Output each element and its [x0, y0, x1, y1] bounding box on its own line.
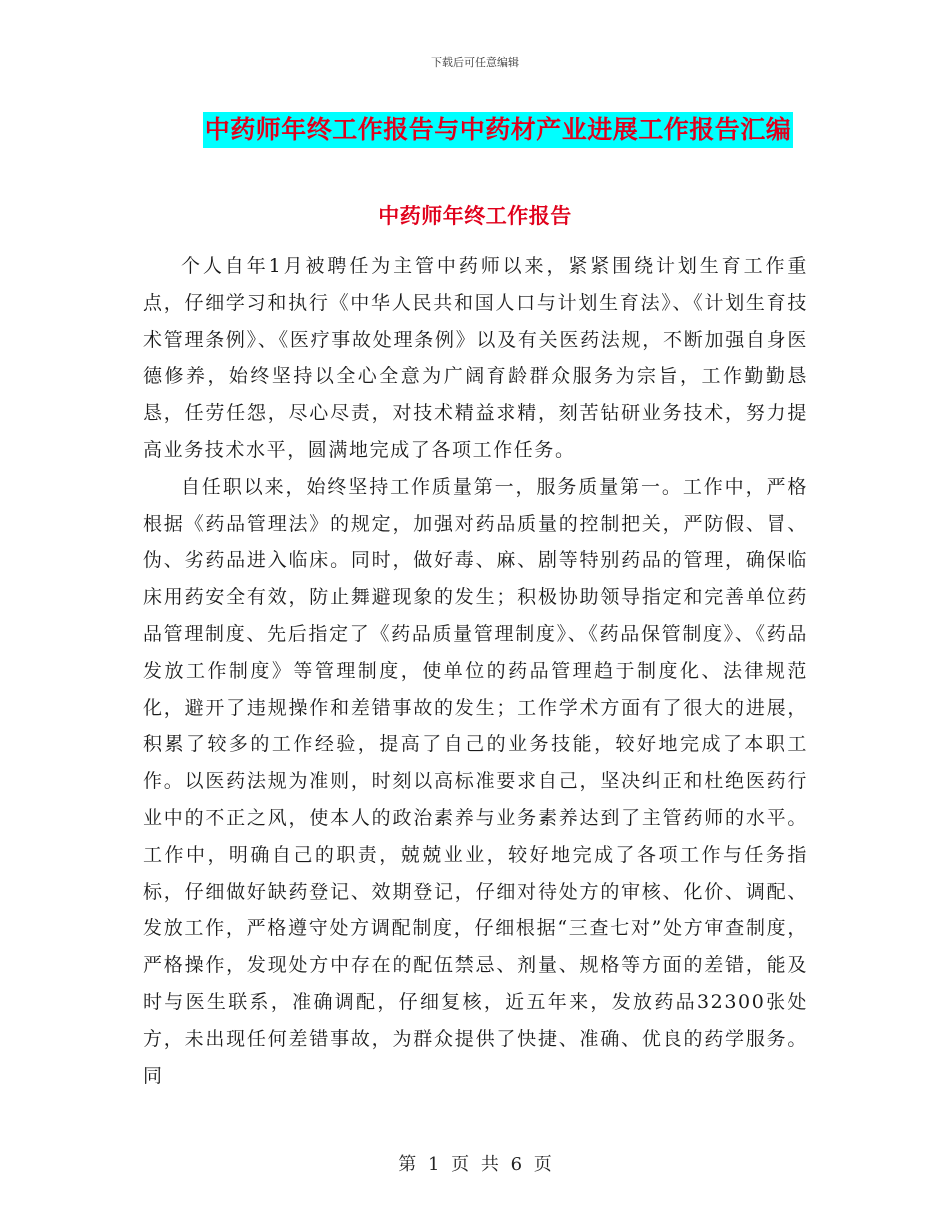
body-paragraph-1: 个人自年1月被聘任为主管中药师以来，紧紧围绕计划生育工作重点，仔细学习和执行《中华人民共和国人口与计划生育法》、《计划生育技术管理条例》、《医疗事故处理条例》以及有关医药法规，不断加强自身医德修养，始终坚持以全心全意为广阔育龄群众服务为宗旨，工作勤勤恳恳，任劳任怨，尽心尽责，对技术精益求精，刻苦钻研业务技术，努力提高业务技术水平，圆满地完成了各项工作任务。 — [143, 255, 808, 461]
document-body — [143, 248, 808, 1094]
main-title-container — [0, 112, 950, 148]
section-title: 中药师年终工作报告 — [378, 204, 572, 228]
body-paragraph-2: 自任职以来，始终坚持工作质量第一，服务质量第一。工作中，严格根据《药品管理法》的规定，加强对药品质量的控制把关，严防假、冒、伪、劣药品进入临床。同时，做好毒、麻、剧等特别药品的管理，确保临床用药安全有效，防止舞避现象的发生；积极协助领导指定和完善单位药品管理制度、先后指定了《药品质量管理制度》、《药品保管制度》、《药品发放工作制度》等管理制度，使单位的药品管理趋于制度化、法律规范化，避开了违规操作和差错事故的发生；工作学术方面有了很大的进展，积累了较多的工作经验，提高了自己的业务技能，较好地完成了本职工作。以医药法规为准则，时刻以高标准要求自己，坚决纠正和杜绝医药行业中的不正之风，使本人的政治素养与业务素养达到了主管药师的水平。工作中，明确自己的职责，兢兢业业，较好地完成了各项工作与任务指标，仔细做好缺药登记、效期登记，仔细对待处方的审核、化价、调配、发放工作，严格遵守处方调配制度，仔细根据“三查七对”处方审查制度，严格操作，发现处方中存在的配伍禁忌、剂量、规格等方面的差错，能及时与医生联系，准确调配，仔细复核，近五年来，发放药品32300张处方，未出现任何差错事故，为群众提供了快捷、准确、优良的药学服务。同 — [143, 475, 808, 1087]
page-footer: 第 1 页 共 6 页 — [398, 1154, 552, 1175]
document-main-title: 中药师年终工作报告与中药材产业进展工作报告汇编 — [203, 112, 794, 148]
header-note: 下载后可任意编辑 — [431, 56, 519, 69]
